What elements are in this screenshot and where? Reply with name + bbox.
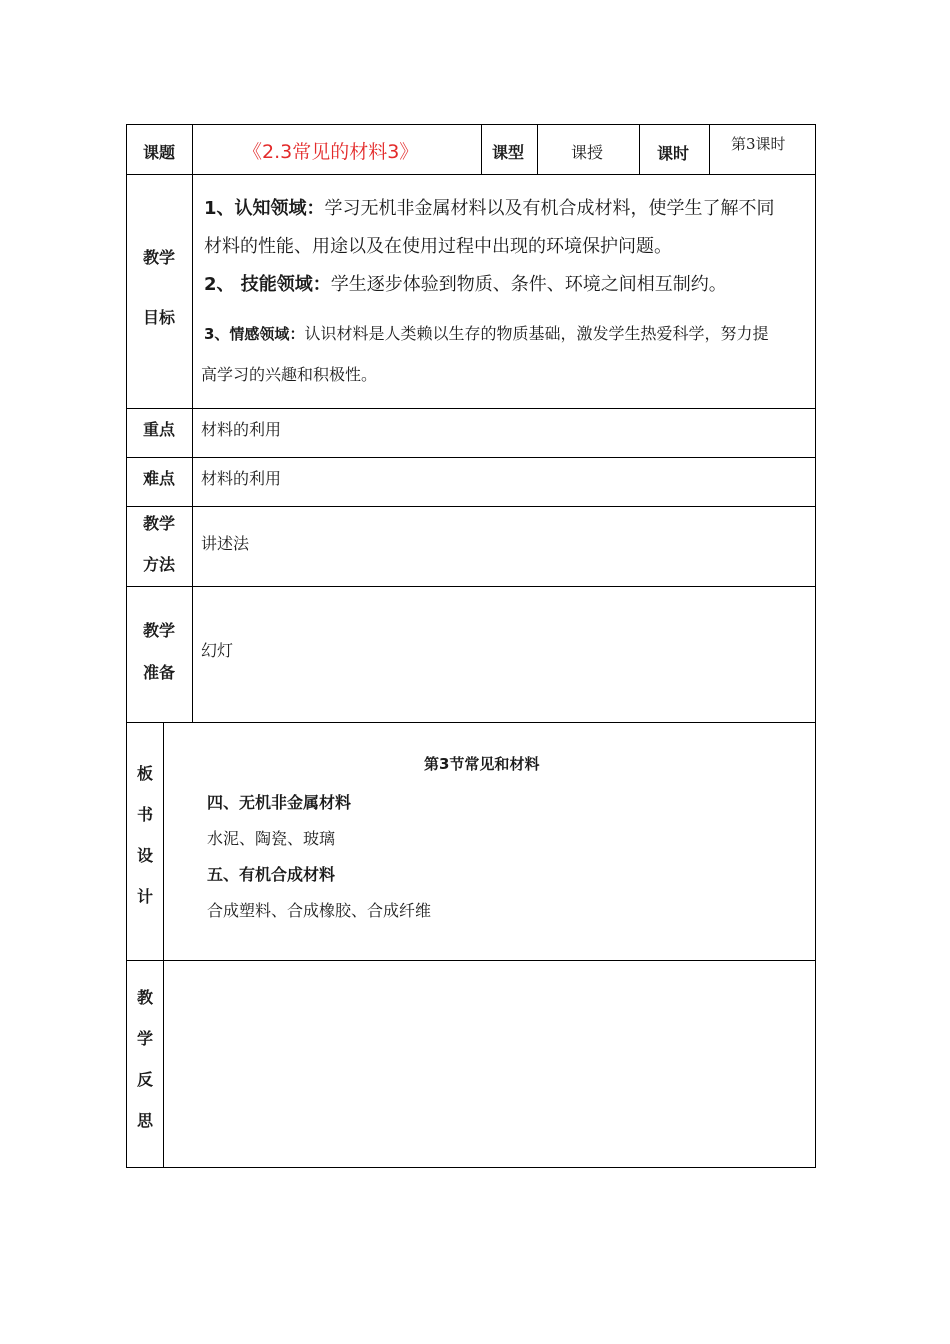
table-border-right — [815, 124, 816, 1168]
row-divider-key-point — [126, 457, 816, 458]
header-divider-2 — [537, 124, 538, 175]
objective-cognitive — [204, 194, 775, 220]
period-label: 课时 — [657, 144, 690, 163]
preparation-value: 幻灯 — [201, 641, 234, 660]
method-value: 讲述法 — [201, 534, 250, 553]
board-section-5-items: 合成塑料、合成橡胶、合成纤维 — [207, 901, 432, 920]
period-value: 第3课时 — [731, 135, 786, 153]
label-column-divider-lower — [163, 722, 164, 1168]
objective-skill-text: 学生逐步体验到物质、条件、环境之间相互制约。 — [330, 274, 727, 295]
objectives-label-line2: 目标 — [143, 308, 176, 327]
row-divider-preparation — [126, 722, 816, 723]
reflection-label-char-4: 思 — [137, 1111, 154, 1130]
method-label-line1: 教学 — [143, 514, 176, 533]
reflection-label-char-2: 学 — [137, 1029, 154, 1048]
row-divider-header — [126, 174, 816, 175]
header-divider-4 — [709, 124, 710, 175]
method-label-line2: 方法 — [143, 555, 176, 574]
objective-cognitive-text: 学习无机非金属材料以及有机合成材料，使学生了解不同 — [324, 198, 775, 219]
preparation-label-line2: 准备 — [143, 663, 176, 682]
board-label-char-3: 设 — [137, 846, 154, 865]
topic-title: 《2.3常见的材料3》 — [243, 141, 419, 163]
reflection-label-char-1: 教 — [137, 988, 154, 1007]
objective-cognitive-heading: 1、认知领域： — [204, 198, 325, 219]
topic-label: 课题 — [143, 143, 176, 162]
objective-affective-text: 认识材料是人类赖以生存的物质基础，激发学生热爱科学，努力提 — [304, 324, 769, 343]
objective-skill — [204, 270, 727, 296]
header-divider-1 — [481, 124, 482, 175]
reflection-label-char-3: 反 — [137, 1070, 154, 1089]
table-border-bottom — [126, 1167, 816, 1168]
board-label-char-2: 书 — [137, 805, 154, 824]
objective-affective-continued: 高学习的兴趣和积极性。 — [201, 365, 378, 384]
lesson-type-value: 课授 — [571, 143, 604, 162]
board-section-5-heading: 五、有机合成材料 — [207, 865, 336, 884]
objective-skill-heading: 2、 技能领域： — [204, 274, 331, 295]
difficulty-value: 材料的利用 — [201, 469, 282, 488]
row-divider-board — [126, 960, 816, 961]
difficulty-label: 难点 — [143, 469, 176, 488]
objective-affective — [204, 321, 768, 344]
board-label-char-1: 板 — [137, 764, 154, 783]
lesson-type-label: 课型 — [492, 143, 525, 162]
key-point-label: 重点 — [143, 420, 176, 439]
board-title: 第3节常见和材料 — [424, 755, 540, 773]
label-column-divider-upper — [192, 124, 193, 723]
row-divider-method — [126, 586, 816, 587]
table-border-top — [126, 124, 816, 125]
board-label-char-4: 计 — [137, 887, 154, 906]
board-section-4-heading: 四、无机非金属材料 — [207, 793, 352, 812]
key-point-value: 材料的利用 — [201, 420, 282, 439]
board-section-4-items: 水泥、陶瓷、玻璃 — [207, 829, 336, 848]
reflection-content-area — [170, 970, 810, 1160]
reflection-label — [137, 988, 153, 1152]
row-divider-difficulty — [126, 506, 816, 507]
table-border-left — [126, 124, 127, 1168]
preparation-label-line1: 教学 — [143, 621, 176, 640]
board-design-label — [137, 764, 153, 928]
row-divider-objectives — [126, 408, 816, 409]
objective-cognitive-continued: 材料的性能、用途以及在使用过程中出现的环境保护问题。 — [204, 236, 672, 257]
objective-affective-heading: 3、情感领域： — [204, 325, 305, 343]
header-divider-3 — [639, 124, 640, 175]
objectives-label-line1: 教学 — [143, 248, 176, 267]
